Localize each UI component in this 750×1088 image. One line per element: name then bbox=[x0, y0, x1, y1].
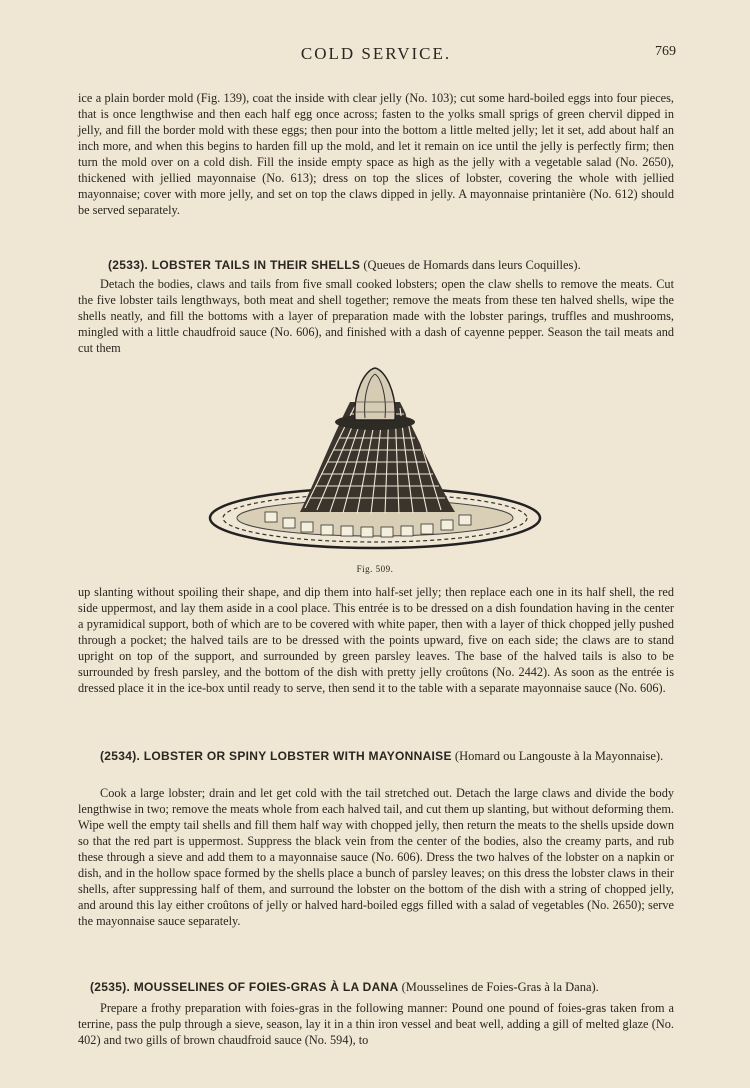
recipe-french-2533: (Queues de Homards dans leurs Coquilles). bbox=[360, 258, 581, 272]
paragraph-2533-a: Detach the bodies, claws and tails from five small cooked lobsters; open the claw shells to remove the meats. Cut the five lobster tails lengthways, both meat and shell together; remove the meats from these ten halved shells, wipe the shells neatly, and fill the bottoms with a layer of preparation made with the lobster parings, truffles and mushrooms, mingled with a little chaudfroid sauce (No. 606), and finished with a dash of cayenne pepper. Season the tail meats and cut them bbox=[78, 277, 674, 356]
recipe-title-2534: (2534). LOBSTER OR SPINY LOBSTER WITH MAYONNAISE bbox=[100, 749, 452, 763]
paragraph-2533-b: up slanting without spoiling their shape, and dip them into half-set jelly; then replace each one in its half shell, the red side uppermost, and lay them aside in a cool place. This entrée is to be dressed on a dish foundation having in the center a pyramidical support, both of which are to be covered with white paper, then with a layer of thick chopped jelly pushed through a pocket; the halved tails are to be dressed with the points upward, five on each side; the claws are to stand upright on top of the support, and surrounded by green parsley leaves. The base of the halved tails is also to be surrounded by fresh parsley, and the bottom of the dish with pretty jelly croûtons (No. 2442). As soon as the entrée is dressed place it in the ice-box until ready to serve, then send it to the table with a separate mayonnaise sauce (No. 606). bbox=[78, 585, 674, 696]
recipe-french-2535: (Mousselines de Foies-Gras à la Dana). bbox=[398, 980, 599, 994]
recipe-title-2533: (2533). LOBSTER TAILS IN THEIR SHELLS bbox=[108, 258, 361, 272]
recipe-title-2535: (2535). MOUSSELINES OF FOIES-GRAS À LA DANA bbox=[90, 980, 399, 994]
paragraph-2535: Prepare a frothy preparation with foies-gras in the following manner: Pound one pound of foies-gras taken from a terrine, pass the pulp through a sieve, season, lay it in a thin iron vessel and beat well, adding a gill of melted glaze (No. 402) and two gills of brown chaudfroid sauce (No. 594), to bbox=[78, 1001, 674, 1048]
recipe-heading-2534 bbox=[100, 747, 674, 765]
page-header bbox=[78, 44, 674, 66]
page-number: 769 bbox=[655, 44, 676, 59]
recipe-french-2534: (Homard ou Langouste à la Mayonnaise). bbox=[451, 749, 664, 763]
recipe-heading-2535 bbox=[90, 978, 674, 996]
recipe-heading-2533 bbox=[108, 256, 674, 274]
running-title: COLD SERVICE. bbox=[300, 44, 452, 63]
paragraph-2534: Cook a large lobster; drain and let get cold with the tail stretched out. Detach the large claws and divide the body lengthwise in two; remove the meats whole from each halved tail, and cut them up slanting, but without deforming them. Wipe well the empty tail shells and fill them half way with chopped jelly, then return the meats to the shells upside down so that the red part is uppermost. Suppress the black vein from the center of the bodies, also the creamy parts, and rub these through a sieve and add them to a mayonnaise sauce (No. 606). Dress the two halves of the lobster on a napkin or dish, and in the hollow space formed by the shells place a bunch of parsley leaves; on this dress the lobster claws in their shells, after suppressing half of them, and surround the lobster on the bottom of the dish with a string of chopped jelly, and around this lay either croûtons of jelly or halved hard-boiled eggs filled with a salad of vegetables (No. 2650); serve the mayonnaise sauce separately. bbox=[78, 786, 674, 929]
lobster-tails-illustration bbox=[205, 362, 545, 562]
figure-caption: Fig. 509. bbox=[356, 564, 394, 574]
paragraph-continuation: ice a plain border mold (Fig. 139), coat the inside with clear jelly (No. 103); cut some hard-boiled eggs into four pieces, that is once lengthwise and then each half egg once across; fasten to the yolks small sprigs of green chervil dipped in jelly, and fill the border mold with these eggs; then pour into the bottom a little melted jelly; let it set, add about half an inch more, and when this begins to harden fill up the mold, and let it remain on ice until the jelly is perfectly firm; then turn the mold over on a cold dish. Fill the inside empty space as high as the jelly with a vegetable salad (No. 2650), thickened with jellied mayonnaise (No. 613); dress on top the slices of lobster, covering the whole with jellied mayonnaise; cover with more jelly, and set on top the claws dipped in jelly. A mayonnaise printanière (No. 612) should be served separately. bbox=[78, 91, 674, 218]
